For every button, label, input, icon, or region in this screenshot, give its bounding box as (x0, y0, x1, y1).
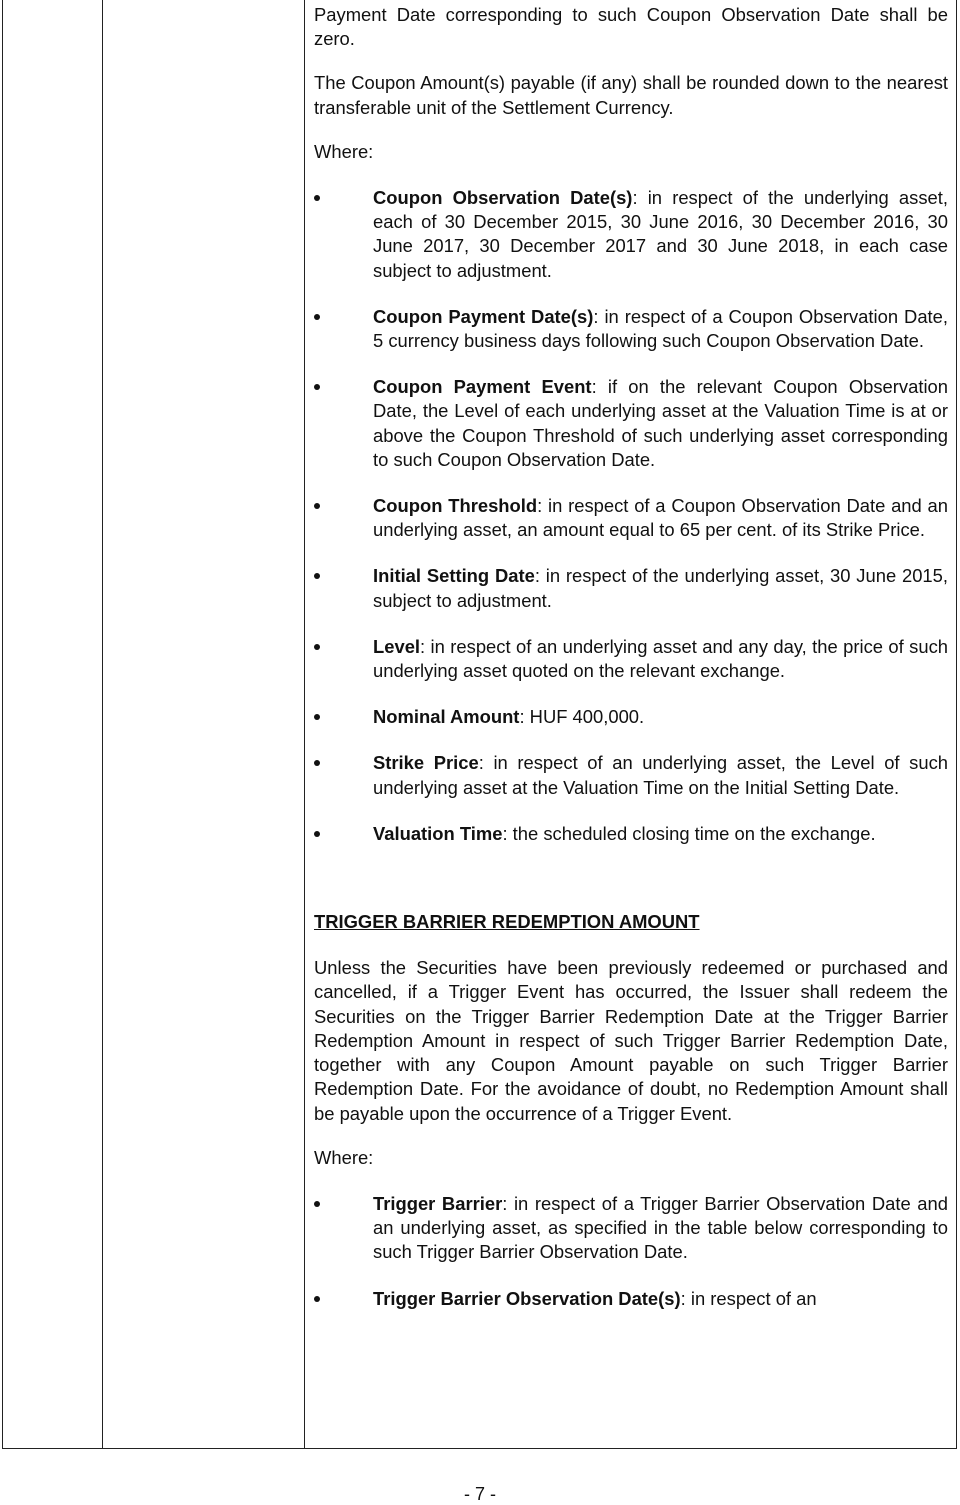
bullet-icon (314, 1296, 320, 1302)
bullet-icon (314, 195, 320, 201)
section-paragraph: Unless the Securities have been previously redeemed or purchased and cancelled, if a Trigger Event has occurred, the Issuer shall redeem the Securities on the Trigger Barrier Redemption Date at the Trigger Barrier Redemption Amount in respect of such Trigger Barrier Redemption Date, together with any Coupon Amount payable on such Trigger Barrier Redemption Date. For the avoidance of doubt, no Redemption Amount shall be payable upon the occurrence of a Trigger Event. (314, 957, 948, 1124)
definition-text: : in respect of an (680, 1287, 817, 1309)
definitions-list (314, 186, 948, 846)
definition-item (314, 305, 948, 353)
definition-term: Coupon Threshold (373, 495, 538, 517)
definition-item (314, 705, 948, 729)
terms-cell-content (314, 3, 948, 1311)
definition-item (314, 751, 948, 799)
page-number: - 7 - (463, 1484, 496, 1504)
where-label: Where: (314, 140, 374, 162)
bullet-icon (314, 831, 320, 837)
definition-text: : if on the relevant Coupon Observation Date, the Level of each underlying asset at the Valuation Time is at or above the Coupon Threshold of such underlying asset corresponding to such Coupon Observation Date. (373, 376, 948, 470)
definition-term: Nominal Amount (373, 706, 520, 728)
definition-term: Level (373, 635, 421, 657)
bullet-icon (314, 644, 320, 650)
definition-text: : HUF 400,000. (519, 706, 645, 728)
bullet-icon (314, 384, 320, 390)
definition-text: : in respect of a Coupon Observation Date and an underlying asset, an amount equal to 65 per cent. of its Strike Price. (373, 495, 948, 541)
bullet-icon (314, 760, 320, 766)
definition-term: Coupon Payment Date(s) (373, 305, 594, 327)
bullet-icon (314, 714, 320, 720)
definition-text: : in respect of the underlying asset, each of 30 December 2015, 30 June 2016, 30 December 2016, 30 June 2017, 30 December 2017 and 30 June 2018, in each case subject to adjustment. (373, 187, 948, 281)
bullet-icon (314, 314, 320, 320)
column-divider-1 (102, 0, 103, 1448)
definition-term: Valuation Time (373, 822, 503, 844)
definition-item (314, 186, 948, 283)
definition-text: : in respect of an underlying asset, the Level of such underlying asset at the Valuation Time on the Initial Setting Date. (373, 752, 948, 798)
bullet-icon (314, 503, 320, 509)
definition-item (314, 375, 948, 472)
bullet-icon (314, 573, 320, 579)
section-where-label: Where: (314, 1146, 374, 1168)
definition-term: Coupon Payment Event (373, 376, 592, 398)
section-heading: TRIGGER BARRIER REDEMPTION AMOUNT (314, 911, 700, 933)
definition-term: Strike Price (373, 752, 479, 774)
paragraph-payment-date: Payment Date corresponding to such Coupon Observation Date shall be zero. (314, 4, 948, 50)
definition-text: : in respect of a Trigger Barrier Observation Date and an underlying asset, as specified in the table below corresponding to such Trigger Barrier Observation Date. (373, 1192, 948, 1263)
definition-item (314, 564, 948, 612)
definition-item (314, 822, 948, 846)
definition-term: Trigger Barrier (373, 1192, 503, 1214)
bullet-icon (314, 1201, 320, 1207)
paragraph-rounding: The Coupon Amount(s) payable (if any) shall be rounded down to the nearest transferable unit of the Settlement Currency. (314, 72, 948, 118)
definition-item (314, 1287, 948, 1311)
definition-text: : the scheduled closing time on the exchange. (502, 822, 876, 844)
section-definitions-list (314, 1192, 948, 1311)
definition-text: : in respect of a Coupon Observation Date, 5 currency business days following such Coupon Observation Date. (373, 305, 948, 352)
definition-term: Coupon Observation Date(s) (373, 187, 633, 209)
definition-term: Initial Setting Date (373, 565, 535, 587)
definition-text: : in respect of an underlying asset and any day, the price of such underlying asset quoted on the relevant exchange. (373, 635, 948, 682)
definition-item (314, 635, 948, 683)
column-divider-2 (304, 0, 305, 1448)
definition-text: : in respect of the underlying asset, 30 June 2015, subject to adjustment. (373, 565, 948, 611)
definition-term: Trigger Barrier Observation Date(s) (373, 1287, 681, 1309)
definition-item (314, 1192, 948, 1265)
definition-item (314, 494, 948, 542)
